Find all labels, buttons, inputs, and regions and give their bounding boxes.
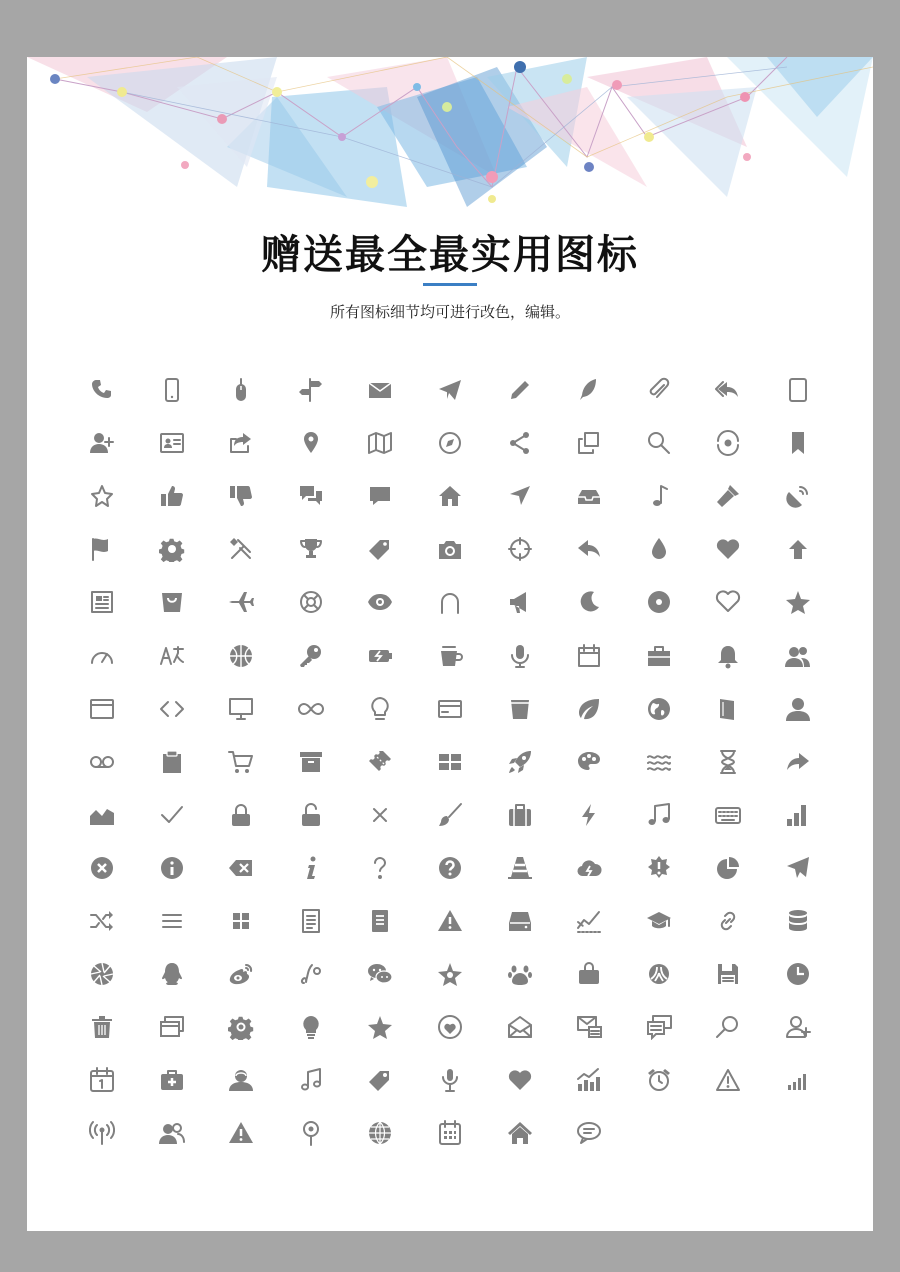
first-aid-kit-icon [157, 1065, 187, 1095]
handbag-icon [574, 959, 604, 989]
backspace-icon [226, 853, 256, 883]
tools-icon [226, 534, 256, 564]
wechat-icon [365, 959, 395, 989]
shopping-bag-icon [157, 587, 187, 617]
envelope-icon [365, 375, 395, 405]
wifi-broadcast-icon [87, 1118, 117, 1148]
pencil-icon [505, 375, 535, 405]
infinity-icon [296, 694, 326, 724]
book-icon [713, 694, 743, 724]
floppy-disk-icon [713, 959, 743, 989]
share-nodes-icon [505, 428, 535, 458]
document-outline-icon [296, 906, 326, 936]
shuffle-icon [87, 906, 117, 936]
trophy-icon [296, 534, 326, 564]
house-icon [505, 1118, 535, 1148]
clipboard-icon [157, 747, 187, 777]
voicemail-icon [87, 747, 117, 777]
pie-chart-icon [713, 853, 743, 883]
heart-solid-icon [505, 1065, 535, 1095]
tag-icon [365, 534, 395, 564]
lightbulb-icon [365, 694, 395, 724]
tablet-icon [783, 375, 813, 405]
refresh-eye-icon [713, 428, 743, 458]
briefcase-icon [644, 641, 674, 671]
ticket-icon [365, 747, 395, 777]
music-doodle-icon [296, 959, 326, 989]
shopping-cart-icon [226, 747, 256, 777]
search-icon [644, 428, 674, 458]
light-bulb-icon [296, 1012, 326, 1042]
paw-print-icon [505, 959, 535, 989]
id-card-icon [157, 428, 187, 458]
duplicate-windows-icon [157, 1012, 187, 1042]
basketball-icon [226, 641, 256, 671]
graduation-cap-icon [644, 906, 674, 936]
trash-can-icon [87, 1012, 117, 1042]
price-tag-icon [365, 1065, 395, 1095]
apps-grid-icon [226, 906, 256, 936]
compass-icon [435, 428, 465, 458]
comment-icon [365, 481, 395, 511]
star-outline-icon [87, 481, 117, 511]
leaf-icon [574, 694, 604, 724]
user-icon [783, 694, 813, 724]
heart-icon [713, 534, 743, 564]
monitor-icon [226, 694, 256, 724]
alert-triangle-icon [226, 1118, 256, 1148]
line-chart-icon [574, 906, 604, 936]
close-circle-icon [87, 853, 117, 883]
traffic-cone-icon [505, 853, 535, 883]
mail-stack-icon [574, 1012, 604, 1042]
page-subtitle: 所有图标细节均可进行改色，编辑。 [329, 303, 570, 321]
globe-heart-icon [435, 1012, 465, 1042]
satellite-dish-icon [783, 481, 813, 511]
aperture-icon [87, 959, 117, 989]
share-box-icon [226, 428, 256, 458]
checkmark-icon [157, 800, 187, 830]
keyboard-icon [713, 800, 743, 830]
lifebuoy-icon [296, 587, 326, 617]
rocket-icon [505, 747, 535, 777]
forward-icon [783, 747, 813, 777]
settings-cog-icon [226, 1012, 256, 1042]
user-add-icon [783, 1012, 813, 1042]
poster-sheet [27, 57, 873, 1231]
area-chart-icon [87, 800, 117, 830]
lock-icon [226, 800, 256, 830]
chat-windows-icon [644, 1012, 674, 1042]
signal-bars-icon [783, 800, 813, 830]
flashlight-icon [713, 481, 743, 511]
reply-all-icon [713, 375, 743, 405]
language-icon [157, 641, 187, 671]
mic-stand-icon [435, 1065, 465, 1095]
send-icon [783, 853, 813, 883]
user-profile-icon [226, 1065, 256, 1095]
gear-icon [157, 534, 187, 564]
inbox-tray-icon [574, 481, 604, 511]
battery-charging-icon [365, 641, 395, 671]
calendar-day-icon [87, 1065, 117, 1095]
database-icon [783, 906, 813, 936]
users-icon [783, 641, 813, 671]
heart-outline-icon [713, 587, 743, 617]
eye-icon [365, 587, 395, 617]
world-globe-icon [365, 1118, 395, 1148]
weibo-icon [226, 959, 256, 989]
unlock-icon [296, 800, 326, 830]
star-solid-icon [365, 1012, 395, 1042]
music-notes-icon [644, 800, 674, 830]
flag-icon [87, 534, 117, 564]
star-badge-icon [435, 959, 465, 989]
user-group-icon [157, 1118, 187, 1148]
info-italic-icon [296, 853, 326, 883]
arrow-up-icon [783, 534, 813, 564]
qq-penguin-icon [157, 959, 187, 989]
key-icon [296, 641, 326, 671]
paintbrush-icon [435, 800, 465, 830]
lightning-icon [574, 800, 604, 830]
magnifier-icon [713, 1012, 743, 1042]
open-mail-icon [505, 1012, 535, 1042]
reply-icon [574, 534, 604, 564]
thumbs-up-icon [157, 481, 187, 511]
palette-icon [574, 747, 604, 777]
icon-grid [27, 57, 873, 1231]
copy-icon [574, 428, 604, 458]
thumbs-down-icon [226, 481, 256, 511]
crosshair-icon [505, 534, 535, 564]
close-icon [365, 800, 395, 830]
trash-bin-icon [505, 694, 535, 724]
water-drop-icon [644, 534, 674, 564]
camera-icon [435, 534, 465, 564]
record-icon [644, 587, 674, 617]
music-eighth-icon [296, 1065, 326, 1095]
phone-icon [87, 375, 117, 405]
feather-icon [574, 375, 604, 405]
magnet-icon [435, 587, 465, 617]
help-circle-icon [435, 853, 465, 883]
suitcase-icon [505, 800, 535, 830]
renren-icon [644, 959, 674, 989]
calendar-icon [574, 641, 604, 671]
moon-icon [574, 587, 604, 617]
document-icon [365, 906, 395, 936]
alert-burst-icon [644, 853, 674, 883]
calendar-grid-icon [435, 1118, 465, 1148]
archive-box-icon [296, 747, 326, 777]
location-pin-icon [296, 428, 326, 458]
signal-strength-icon [783, 1065, 813, 1095]
bookmark-icon [783, 428, 813, 458]
warning-triangle-icon [435, 906, 465, 936]
paperclip-icon [644, 375, 674, 405]
paper-plane-icon [435, 375, 465, 405]
airplane-icon [226, 587, 256, 617]
menu-lines-icon [157, 906, 187, 936]
hourglass-icon [713, 747, 743, 777]
coffee-cup-icon [435, 641, 465, 671]
map-pin-icon [296, 1118, 326, 1148]
bell-icon [713, 641, 743, 671]
home-icon [435, 481, 465, 511]
clock-icon [783, 959, 813, 989]
page-title: 赠送最全最实用图标 [261, 232, 639, 278]
star-icon [783, 587, 813, 617]
bar-chart-growth-icon [574, 1065, 604, 1095]
map-icon [365, 428, 395, 458]
newspaper-icon [87, 587, 117, 617]
navigation-arrow-icon [505, 481, 535, 511]
link-icon [713, 906, 743, 936]
alarm-clock-icon [644, 1065, 674, 1095]
microphone-icon [505, 641, 535, 671]
water-waves-icon [644, 747, 674, 777]
globe-icon [644, 694, 674, 724]
layout-grid-icon [435, 747, 465, 777]
speedometer-icon [87, 641, 117, 671]
speech-bubble-icon [574, 1118, 604, 1148]
code-icon [157, 694, 187, 724]
mobile-icon [157, 375, 187, 405]
signpost-icon [296, 375, 326, 405]
music-note-icon [644, 481, 674, 511]
add-user-icon [87, 428, 117, 458]
chat-bubbles-icon [296, 481, 326, 511]
credit-card-icon [435, 694, 465, 724]
cloud-lightning-icon [574, 853, 604, 883]
warning-outline-icon [713, 1065, 743, 1095]
mouse-icon [226, 375, 256, 405]
question-mark-icon [365, 853, 395, 883]
megaphone-icon [505, 587, 535, 617]
hard-drive-icon [505, 906, 535, 936]
info-circle-icon [157, 853, 187, 883]
browser-window-icon [87, 694, 117, 724]
